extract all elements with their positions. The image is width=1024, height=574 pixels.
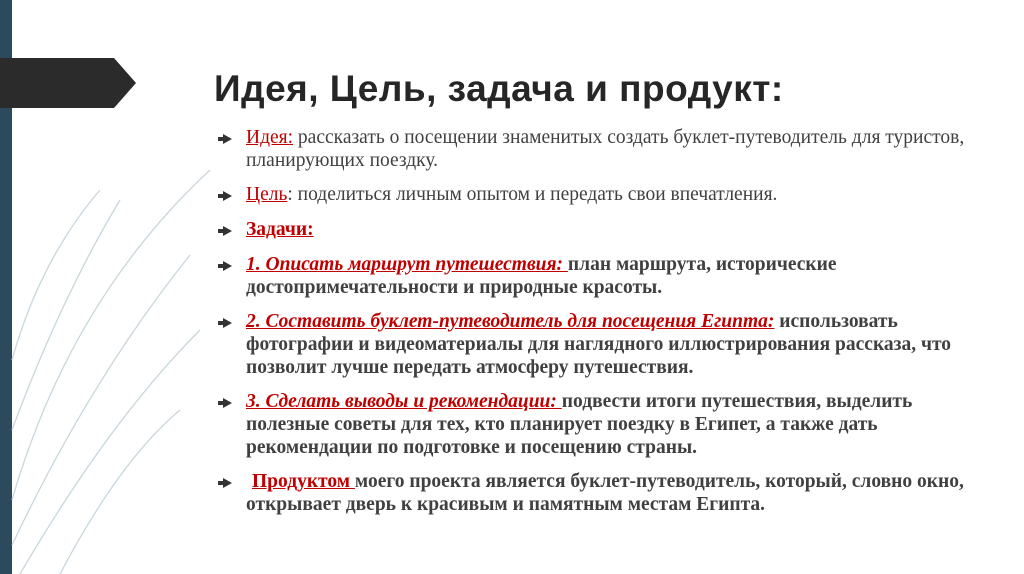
list-item-tasks xyxy=(214,218,974,241)
arrow-bullet-icon xyxy=(218,134,232,144)
list-item-goal xyxy=(214,183,974,206)
task-3-text: подвести итоги путешествия, выделить полезные советы для тех, кто планирует поездку в Египет, а также дать рекомендации по подготовке и посещению страны. xyxy=(246,391,913,458)
tasks-label: Задачи: xyxy=(246,219,314,240)
idea-text: рассказать о посещении знаменитых создать буклет-путеводитель для туристов, планирующих поездку. xyxy=(246,127,965,171)
arrow-bullet-icon xyxy=(218,226,232,236)
goal-label: Цель xyxy=(246,184,288,205)
product-text: моего проекта является буклет-путеводитель, который, словно окно, открывает дверь к красивым и памятным местам Египта. xyxy=(246,471,964,515)
goal-text: : поделиться личным опытом и передать свои впечатления. xyxy=(287,184,778,205)
task-2-text: использовать фотографии и видеоматериалы для наглядного иллюстрирования рассказа, что позволит лучше передать атмосферу путешествия. xyxy=(246,311,952,378)
title-tab-shape xyxy=(0,58,136,108)
list-item-task-2 xyxy=(214,310,974,379)
arrow-bullet-icon xyxy=(218,318,232,328)
task-1-text: план маршрута, исторические достопримечательности и природные красоты. xyxy=(246,254,837,298)
product-label: Продуктом xyxy=(252,471,355,492)
list-item-idea xyxy=(214,126,974,172)
idea-label: Идея: xyxy=(246,127,294,148)
arrow-bullet-icon xyxy=(218,398,232,408)
task-2-label: 2. Составить буклет-путеводитель для посещения Египта: xyxy=(246,311,775,332)
arrow-bullet-icon xyxy=(218,478,232,488)
list-item-task-3 xyxy=(214,390,974,459)
bullet-list xyxy=(214,126,974,516)
arrow-bullet-icon xyxy=(218,191,232,201)
list-item-task-1 xyxy=(214,253,974,299)
task-1-label: 1. Описать маршрут путешествия: xyxy=(246,254,568,275)
task-3-label: 3. Сделать выводы и рекомендации: xyxy=(246,391,562,412)
slide-title: Идея, Цель, задача и продукт: xyxy=(214,68,784,109)
list-item-product xyxy=(214,470,974,516)
arrow-bullet-icon xyxy=(218,261,232,271)
